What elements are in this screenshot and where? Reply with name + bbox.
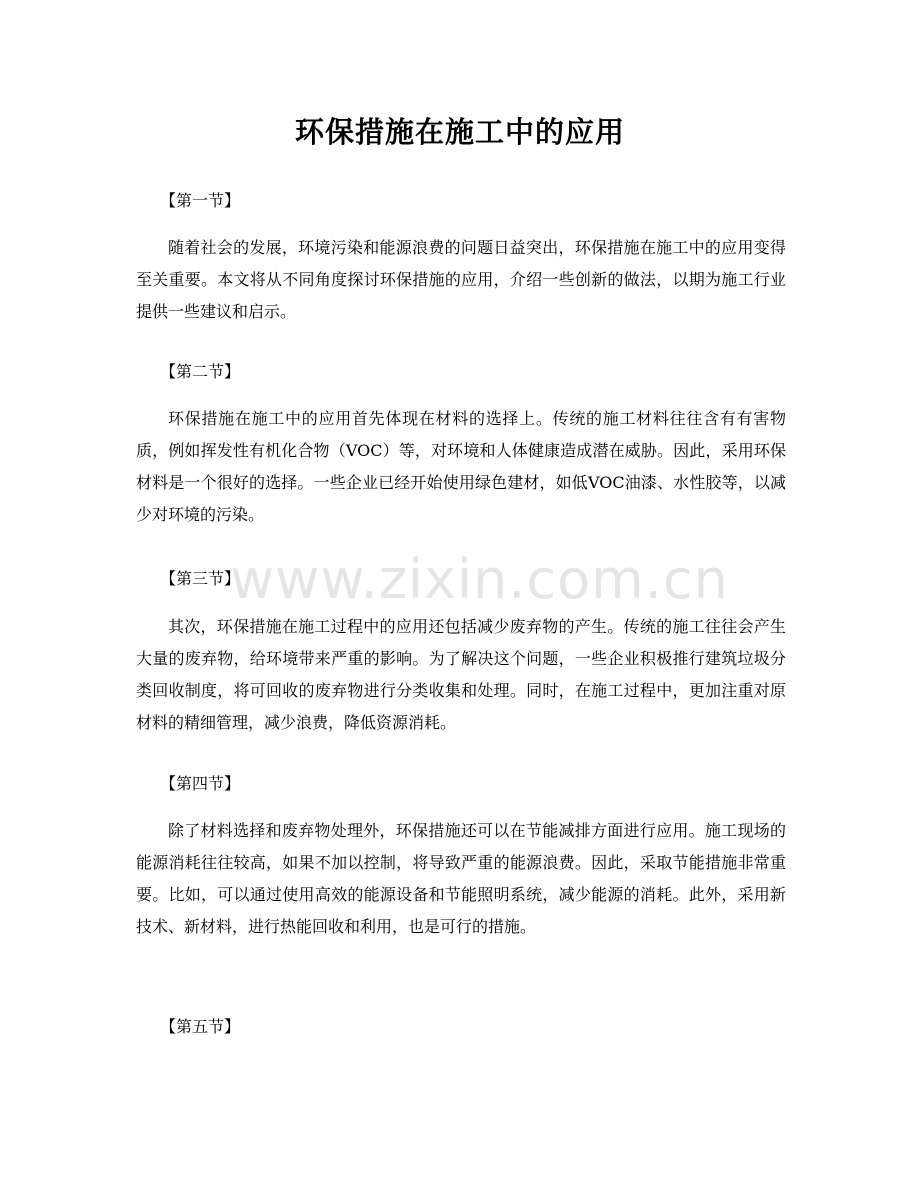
section-4-body: 除了材料选择和废弃物处理外，环保措施还可以在节能减排方面进行应用。施工现场的能源消耗往往较高，如果不加以控制，将导致严重的能源浪费。因此，采取节能措施非常重要。比如，可以通过使用高效的能源设备和节能照明系统，减少能源的消耗。此外，采用新技术、新材料，进行热能回收和利用，也是可行的措施。 [136, 821, 786, 936]
section-1-body: 随着社会的发展，环境污染和能源浪费的问题日益突出，环保措施在施工中的应用变得至关重要。本文将从不同角度探讨环保措施的应用，介绍一些创新的做法，以期为施工行业提供一些建议和启示。 [136, 238, 786, 321]
section-5-heading: 【第五节】 [160, 1017, 241, 1036]
section-3-heading: 【第三节】 [160, 569, 241, 588]
section-3-body: 其次，环保措施在施工过程中的应用还包括减少废弃物的产生。传统的施工往往会产生大量的废弃物，给环境带来严重的影响。为了解决这个问题，一些企业积极推行建筑垃圾分类回收制度，将可回收的废弃物进行分类收集和处理。同时，在施工过程中，更加注重对原材料的精细管理，减少浪费，降低资源消耗。 [136, 617, 786, 732]
section-2-heading: 【第二节】 [160, 362, 241, 381]
watermark-text: www.zixin.com.cn [230, 548, 729, 611]
document-title: 环保措施在施工中的应用 [294, 115, 625, 149]
section-4-heading: 【第四节】 [160, 774, 241, 793]
section-1-heading: 【第一节】 [160, 191, 241, 210]
section-2-body: 环保措施在施工中的应用首先体现在材料的选择上。传统的施工材料往往含有有害物质，例如挥发性有机化合物（VOC）等，对环境和人体健康造成潜在威胁。因此，采用环保材料是一个很好的选择。一些企业已经开始使用绿色建材，如低VOC油漆、水性胶等，以减少对环境的污染。 [136, 409, 786, 524]
